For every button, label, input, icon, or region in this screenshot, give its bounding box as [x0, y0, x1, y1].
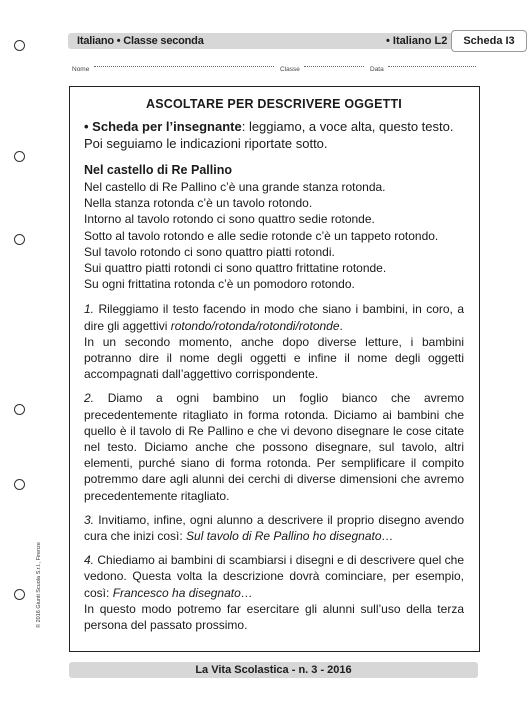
story-line: Sui quattro piatti rotondi ci sono quattro frittatine rotonde.: [84, 261, 387, 276]
story-line: Nel castello di Re Pallino c’è una grande stanza rotonda.: [84, 180, 386, 194]
step-text: Chiediamo ai bambini di scambiarsi i disegni e di descrivere quel che vedono. Questa volta la descrizione dovrà cominciare, per esempio, così:: [84, 553, 464, 600]
story-line: Su ogni frittatina rotonda c’è un pomodoro rotondo.: [84, 277, 355, 292]
class-label: Classe: [280, 66, 300, 73]
copyright-notice: © 2016 Giunti Scuola S.r.l., Firenze: [36, 542, 42, 628]
story-line: Sul tavolo rotondo ci sono quattro piatti rotondi.: [84, 244, 335, 259]
punch-hole: [14, 234, 25, 245]
date-field[interactable]: [388, 66, 476, 67]
instruction-step-4: [84, 552, 464, 633]
date-label: Data: [370, 66, 384, 73]
subject-label: Italiano • Classe seconda: [77, 35, 204, 47]
step-number: 2.: [84, 391, 95, 406]
step-italic: Francesco ha disegnato…: [112, 585, 253, 600]
worksheet-frame: [69, 86, 480, 652]
punch-hole: [14, 479, 25, 490]
step-italic: Sul tavolo di Re Pallino ho disegnato…: [186, 529, 394, 544]
step-text: Diamo a ogni bambino un foglio bianco che avremo precedentemente ritagliato in forma rotonda. Diciamo ai bambini che quello è il tavolo di Re Pallino e che vi devono disegnare le cose citate nel testo. Diciamo anche che possono disegnare, sul tavolo, altri elementi, purché siano di forma rotonda. Per semplificare il compito potremmo dare agli alunni dei cerchi di diverse dimensioni che avremo precedentemente ritagliato.: [84, 391, 464, 503]
punch-hole: [14, 404, 25, 415]
teacher-note-text: : leggiamo, a voce alta, questo testo. Poi seguiamo le indicazioni riportate sotto.: [84, 119, 454, 151]
punch-hole: [14, 40, 25, 51]
header-bar: [68, 33, 515, 49]
story-text: [84, 179, 464, 292]
footer-bar: La Vita Scolastica - n. 3 - 2016: [69, 662, 478, 678]
instruction-step-2: [84, 390, 464, 503]
name-label: Nome: [72, 66, 90, 73]
student-fields: [72, 66, 476, 78]
class-field[interactable]: [304, 66, 364, 67]
step-text: Invitiamo, infine, ogni alunno a descrivere il proprio disegno avendo cura che inizi così:: [84, 512, 464, 544]
punch-hole: [14, 589, 25, 600]
step-text-end: .: [339, 318, 343, 333]
punch-hole: [14, 151, 25, 162]
teacher-note: [84, 119, 464, 152]
step-number: 4.: [84, 553, 95, 568]
step-continuation: In questo modo potremo far esercitare gli alunni sull’uso della terza persona del passato prossimo.: [84, 601, 464, 633]
level-label: • Italiano L2: [386, 35, 448, 47]
instruction-step-3: [84, 512, 464, 544]
name-field[interactable]: [94, 66, 274, 67]
step-number: 3.: [84, 512, 95, 527]
story-title: Nel castello di Re Pallino: [84, 163, 232, 177]
story-line: Nella stanza rotonda c’è un tavolo rotondo.: [84, 196, 313, 211]
sheet-tab: Scheda I3: [451, 30, 527, 52]
story-line: Sotto al tavolo rotondo e alle sedie rotonde c’è un tappeto rotondo.: [84, 228, 439, 243]
step-continuation: In un secondo momento, anche dopo diverse letture, i bambini potranno dire il nome degli oggetti e infine il nome degli oggetti accompagnati dall’aggettivo corrispondente.: [84, 334, 464, 382]
instruction-step-1: [84, 301, 464, 382]
step-number: 1.: [84, 302, 95, 317]
teacher-note-heading: • Scheda per l’insegnante: [84, 119, 242, 134]
step-italic: rotondo/rotonda/rotondi/rotonde: [170, 318, 340, 333]
worksheet-content: [84, 97, 464, 641]
step-text: Rileggiamo il testo facendo in modo che siano i bambini, in coro, a dire gli aggettivi: [84, 302, 464, 333]
story-line: Intorno al tavolo rotondo ci sono quattro sedie rotonde.: [84, 212, 375, 227]
page-title: ASCOLTARE PER DESCRIVERE OGGETTI: [146, 97, 402, 111]
